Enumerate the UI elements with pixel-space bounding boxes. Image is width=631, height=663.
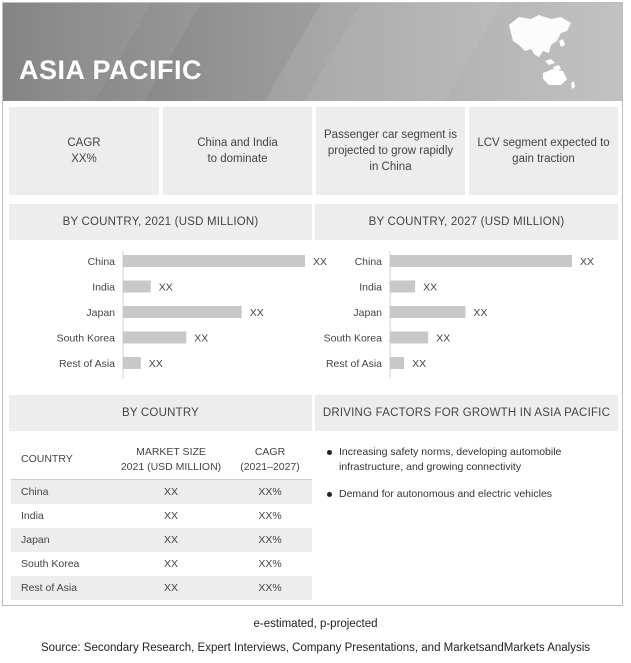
- factors-title: DRIVING FACTORS FOR GROWTH IN ASIA PACIFIC: [315, 395, 618, 431]
- kpi-passenger-car-text: Passenger car segment is projected to grow rapidly in China: [324, 129, 457, 173]
- table-cell-country: China: [21, 486, 49, 498]
- list-item: [325, 445, 615, 475]
- table-header-market-size: MARKET SIZE 2021 (USD MILLION): [120, 445, 222, 473]
- table-title: BY COUNTRY: [9, 395, 312, 431]
- table-cell-market-size: XX: [163, 510, 178, 522]
- data-label: XX: [148, 358, 163, 370]
- header-decor: [305, 3, 502, 101]
- region-title: ASIA PACIFIC: [19, 55, 203, 85]
- category-label: Rest of Asia: [325, 358, 382, 370]
- table-cell-cagr: XX%: [258, 486, 282, 498]
- kpi-cagr: [9, 107, 159, 195]
- country-table: [11, 440, 312, 600]
- factor-text: Increasing safety norms, developing automobile infrastructure, and growing connectivity: [339, 446, 562, 473]
- bar: [390, 255, 572, 267]
- bar: [123, 357, 141, 369]
- data-label: XX: [194, 332, 209, 345]
- category-label: China: [354, 256, 382, 268]
- data-label: XX: [158, 281, 173, 294]
- bar: [390, 332, 428, 344]
- data-label: XX: [473, 307, 488, 319]
- bar: [123, 306, 242, 318]
- category-label: India: [359, 281, 382, 294]
- table-row: [11, 576, 312, 600]
- category-label: South Korea: [56, 332, 115, 345]
- asia-pacific-map-icon: [505, 11, 577, 93]
- table-cell-market-size: XX: [163, 534, 178, 546]
- bar-chart-2021: [9, 249, 328, 385]
- header-banner: [3, 3, 622, 101]
- driving-factors-list: [325, 445, 615, 514]
- table-cell-country: South Korea: [21, 558, 80, 570]
- table-cell-cagr: XX%: [258, 510, 282, 522]
- table-header-cagr: CAGR (2021–2027): [240, 445, 300, 473]
- kpi-row: [9, 107, 618, 195]
- table-cell-country: Rest of Asia: [21, 582, 78, 594]
- infographic-frame: [2, 2, 623, 606]
- table-cell-cagr: XX%: [258, 558, 282, 570]
- source-note: Source: Secondary Research, Expert Interviews, Company Presentations, and MarketsandMarkets Analysis: [40, 642, 591, 654]
- category-label: Rest of Asia: [58, 358, 115, 370]
- kpi-cagr-text: CAGR XX%: [67, 137, 101, 165]
- table-cell-market-size: XX: [163, 582, 178, 594]
- table-row: [11, 528, 312, 552]
- bar: [390, 357, 404, 369]
- header-decor: [0, 3, 151, 101]
- table-cell-market-size: XX: [163, 486, 178, 498]
- chart-2027-title: BY COUNTRY, 2027 (USD MILLION): [315, 204, 618, 240]
- table-cell-country: Japan: [21, 534, 50, 546]
- chart-2021-title: BY COUNTRY, 2021 (USD MILLION): [9, 204, 312, 240]
- data-label: XX: [249, 307, 264, 319]
- table-row: [11, 504, 312, 528]
- estimate-note: e-estimated, p-projected: [253, 618, 378, 630]
- table-cell-country: India: [21, 510, 44, 522]
- category-label: India: [92, 281, 115, 294]
- table-cell-market-size: XX: [163, 558, 178, 570]
- list-item: [325, 487, 615, 502]
- table-cell-cagr: XX%: [258, 534, 282, 546]
- bar: [390, 281, 415, 293]
- category-label: Japan: [86, 307, 115, 319]
- table-cell-cagr: XX%: [258, 582, 282, 594]
- table-row: [11, 480, 312, 504]
- factor-text: Demand for autonomous and electric vehicles: [339, 488, 553, 500]
- kpi-dominant-countries: [163, 107, 312, 195]
- data-label: XX: [313, 256, 328, 268]
- header-decor: [145, 3, 322, 101]
- bullet-icon: [327, 492, 332, 497]
- data-label: XX: [423, 281, 438, 294]
- bullet-icon: [327, 450, 332, 455]
- data-label: XX: [580, 256, 595, 268]
- kpi-dominant-countries-text: China and India to dominate: [197, 137, 278, 165]
- category-label: Japan: [353, 307, 382, 319]
- bar-chart-2027: [315, 249, 618, 385]
- kpi-lcv-text: LCV segment expected to gain traction: [477, 137, 610, 165]
- bar: [123, 255, 305, 267]
- table-header-country: COUNTRY: [21, 453, 73, 465]
- category-label: South Korea: [323, 332, 382, 345]
- bar: [390, 306, 465, 318]
- kpi-lcv: [469, 107, 618, 195]
- table-row: [11, 552, 312, 576]
- table-header-row: [11, 440, 312, 480]
- kpi-passenger-car: [316, 107, 465, 195]
- bar: [123, 281, 151, 293]
- data-label: XX: [412, 358, 427, 370]
- data-label: XX: [436, 332, 451, 345]
- bar: [123, 332, 186, 344]
- category-label: China: [87, 256, 115, 268]
